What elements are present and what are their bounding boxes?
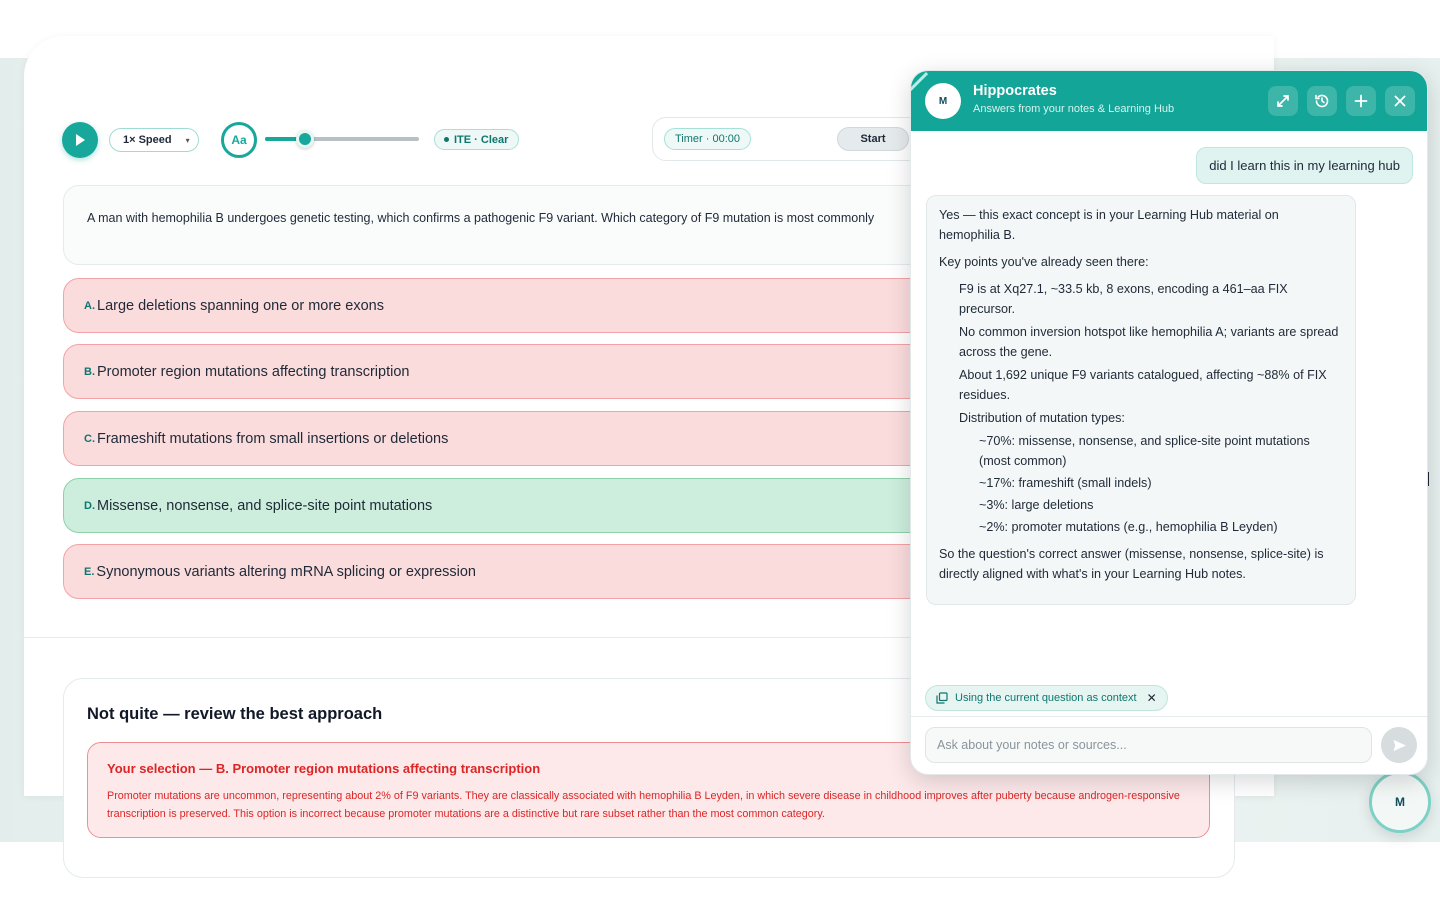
- option-letter: B.: [84, 365, 95, 378]
- answer-option-b[interactable]: [63, 344, 963, 399]
- mode-badge[interactable]: [434, 129, 519, 150]
- context-chip-label: Using the current question as context: [955, 692, 1137, 704]
- option-letter: E.: [84, 565, 95, 578]
- review-title: Not quite — review the best approach: [87, 705, 383, 723]
- play-button[interactable]: [62, 122, 98, 158]
- close-icon: [1392, 93, 1408, 109]
- answer-option-c[interactable]: [63, 411, 963, 466]
- option-text: Frameshift mutations from small insertions or deletions: [97, 430, 449, 447]
- plus-icon: [1353, 93, 1369, 109]
- key-points-list: [959, 279, 1343, 428]
- speed-label: 1× Speed: [123, 134, 172, 146]
- list-item: ~3%: large deletions: [979, 498, 1094, 512]
- send-icon: [1392, 738, 1407, 753]
- option-letter: A.: [84, 299, 95, 312]
- assistant-chat-panel: [910, 70, 1428, 775]
- start-timer-button[interactable]: Start: [837, 127, 909, 151]
- answer-option-e[interactable]: [63, 544, 963, 599]
- expand-button[interactable]: [1268, 86, 1298, 116]
- assistant-message: [926, 195, 1356, 605]
- key-points-heading: Key points you've already seen there:: [939, 255, 1149, 269]
- list-item: No common inversion hotspot like hemophilia A; variants are spread across the gene.: [959, 325, 1339, 359]
- send-button[interactable]: [1381, 727, 1417, 763]
- list-item: About 1,692 unique F9 variants catalogued, affecting ~88% of FIX residues.: [959, 368, 1327, 402]
- mode-label: ITE · Clear: [454, 133, 509, 146]
- new-chat-button[interactable]: [1346, 86, 1376, 116]
- history-icon: [1314, 93, 1330, 109]
- list-item: ~17%: frameshift (small indels): [979, 476, 1152, 490]
- assistant-conclusion: So the question's correct answer (missense, nonsense, splice-site) is directly aligned with what's in your Learning Hub notes.: [939, 547, 1324, 581]
- remove-context-icon[interactable]: ✕: [1146, 691, 1157, 705]
- selection-explanation: Promoter mutations are uncommon, representing about 2% of F9 variants. They are classically associated with hemophilia B Leyden, in which severe disease in childhood improves after puberty because androgen-responsive transcription is preserved. This option is incorrect because promoter mutations are a distinctive but rare subset rather than the most common category.: [107, 790, 1180, 820]
- timer-badge: Timer · 00:00: [664, 128, 751, 150]
- list-item: ~70%: missense, nonsense, and splice-site point mutations (most common): [979, 434, 1310, 468]
- option-text: Synonymous variants altering mRNA splicing or expression: [96, 563, 476, 580]
- selection-title: Your selection — B. Promoter region mutations affecting transcription: [107, 761, 541, 776]
- play-icon: [73, 133, 87, 147]
- assistant-avatar: M: [925, 83, 961, 119]
- chat-input-divider: [911, 716, 1428, 717]
- question-stem: A man with hemophilia B undergoes genetic testing, which confirms a pathogenic F9 variant. Which category of F9 mutation is most commonly: [63, 185, 963, 265]
- history-button[interactable]: [1307, 86, 1337, 116]
- speed-select[interactable]: [109, 128, 199, 152]
- list-item: ~2%: promoter mutations (e.g., hemophilia B Leyden): [979, 520, 1278, 534]
- status-dot-icon: [444, 137, 449, 142]
- option-letter: C.: [84, 432, 95, 445]
- option-text: Promoter region mutations affecting transcription: [97, 363, 410, 380]
- option-text: Missense, nonsense, and splice-site point mutations: [97, 497, 433, 514]
- font-size-slider[interactable]: [265, 137, 419, 141]
- chat-subtitle: Answers from your notes & Learning Hub: [973, 103, 1175, 115]
- expand-icon: [1275, 93, 1291, 109]
- assistant-logo-icon: M: [1395, 795, 1405, 809]
- option-letter: D.: [84, 499, 95, 512]
- slider-handle[interactable]: [296, 130, 314, 148]
- font-size-button[interactable]: Aa: [221, 122, 257, 158]
- chat-header: [911, 71, 1428, 131]
- list-item: Distribution of mutation types:: [959, 411, 1125, 425]
- user-message: did I learn this in my learning hub: [1196, 147, 1413, 184]
- option-text: Large deletions spanning one or more exons: [97, 297, 384, 314]
- chat-input[interactable]: [925, 727, 1372, 763]
- answer-option-a[interactable]: [63, 278, 963, 333]
- list-item: F9 is at Xq27.1, ~33.5 kb, 8 exons, encoding a 461–aa FIX precursor.: [959, 282, 1288, 316]
- chat-title: Hippocrates: [973, 83, 1057, 99]
- chevron-down-icon: ▾: [185, 135, 190, 145]
- copy-icon: [936, 692, 948, 704]
- answer-option-d[interactable]: [63, 478, 963, 533]
- close-chat-button[interactable]: [1385, 86, 1415, 116]
- assistant-launcher-button[interactable]: [1369, 771, 1431, 833]
- assistant-intro: Yes — this exact concept is in your Learning Hub material on hemophilia B.: [939, 208, 1279, 242]
- distribution-list: [979, 431, 1343, 537]
- context-chip[interactable]: [925, 685, 1168, 711]
